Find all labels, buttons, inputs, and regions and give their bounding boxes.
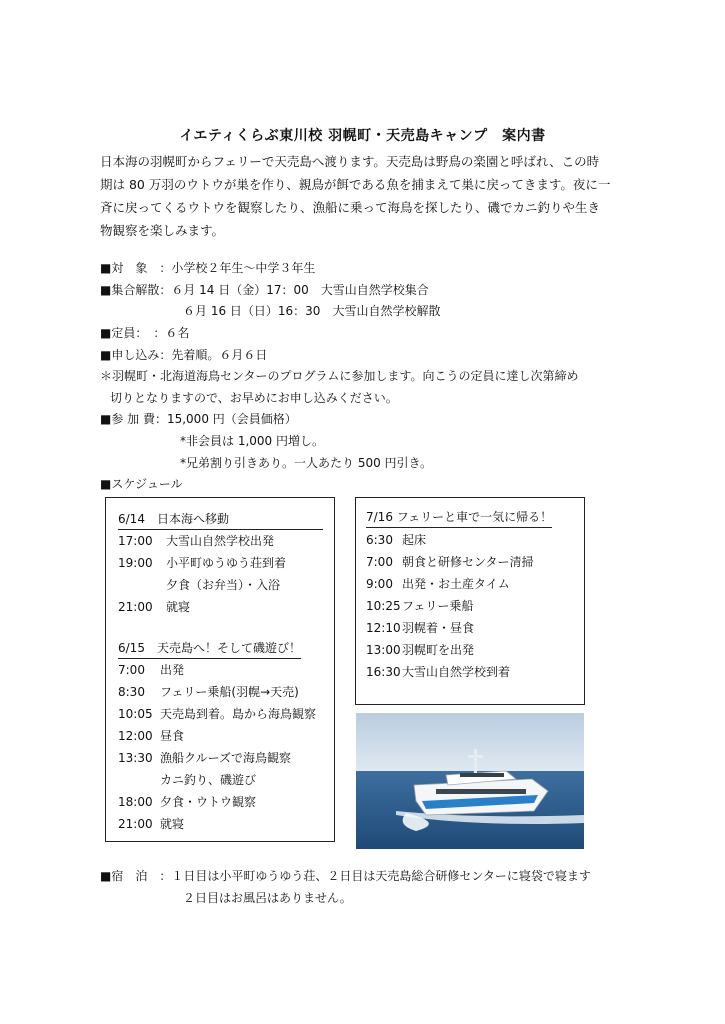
- schedule-box-day3: [355, 497, 585, 705]
- capacity-line: ■定員： ：６名: [100, 326, 190, 340]
- schedule-time: 12:10: [366, 621, 401, 635]
- schedule-text: カニ釣り、磯遊び: [160, 773, 257, 787]
- schedule-time: 6:30: [366, 533, 393, 547]
- lodging-note: ２日目はお風呂はありません。: [183, 891, 352, 905]
- schedule-row: [366, 531, 426, 548]
- schedule-text: 天売島到着。島から海鳥観察: [160, 707, 317, 721]
- intro-paragraph: [100, 150, 630, 242]
- schedule-text: 夕食（お弁当）・入浴: [166, 578, 281, 592]
- schedule-row: [366, 619, 474, 636]
- schedule-time: 18:00: [118, 795, 153, 809]
- schedule-row: [366, 663, 510, 680]
- schedule-text: 小平町ゆうゆう荘到着: [166, 556, 287, 570]
- schedule-text: 起床: [402, 533, 427, 547]
- intro-line: 斉に戻ってくるウトウを観察したり、漁船に乗って海鳥を探したり、磯でカニ釣りや生き: [100, 200, 601, 215]
- schedule-row: [118, 771, 256, 788]
- schedule-time: 10:05: [118, 707, 153, 721]
- day2-heading: 6/15 天売島へ！そして磯遊び！: [118, 639, 301, 659]
- schedule-row: [118, 532, 274, 549]
- ferry-photo: [356, 713, 584, 849]
- schedule-time: 21:00: [118, 817, 153, 831]
- schedule-row: [118, 576, 280, 593]
- schedule-time: 12:00: [118, 729, 153, 743]
- schedule-text: 朝食と研修センター清掃: [402, 555, 534, 569]
- schedule-time: 19:00: [118, 556, 153, 570]
- schedule-text: 就寝: [160, 817, 185, 831]
- schedule-time: 21:00: [118, 600, 153, 614]
- intro-line: 日本海の羽幌町からフェリーで天売島へ渡ります。天売島は野鳥の楽園と呼ばれ、この時: [100, 154, 600, 169]
- schedule-time: 7:00: [118, 663, 145, 677]
- sky: [356, 713, 584, 771]
- ferry-mast: [474, 749, 477, 773]
- schedule-text: 出発: [160, 663, 185, 677]
- schedule-label: ■スケジュール: [100, 477, 183, 491]
- schedule-text: 羽幌着・昼食: [402, 621, 475, 635]
- schedule-row: [118, 598, 190, 615]
- schedule-row: [366, 553, 534, 570]
- schedule-text: 出発・お土産タイム: [402, 577, 510, 591]
- schedule-time: 16:30: [366, 665, 401, 679]
- schedule-text: 夕食・ウトウ観察: [160, 795, 257, 809]
- schedule-box-day1-day2: [105, 497, 335, 842]
- schedule-text: フェリー乗船(羽幌→天売): [160, 685, 299, 699]
- schedule-time: 9:00: [366, 577, 393, 591]
- intro-line: 物観察を楽しみます。: [100, 223, 225, 238]
- schedule-time: 10:25: [366, 599, 401, 613]
- day1-heading: 6/14 日本海へ移動: [118, 510, 323, 530]
- schedule-text: フェリー乗船: [402, 599, 474, 613]
- schedule-row: [366, 575, 510, 592]
- target-line: ■対 象 ：小学校２年生～中学３年生: [100, 261, 316, 275]
- note-line: ＊羽幌町・北海道海鳥センターのプログラムに参加します。向こうの定員に達し次第締め: [100, 369, 579, 383]
- schedule-text: 就寝: [166, 600, 191, 614]
- day3-heading: 7/16 フェリーと車で一気に帰る！: [366, 508, 552, 528]
- schedule-time: 8:30: [118, 685, 145, 699]
- schedule-text: 大雪山自然学校出発: [166, 534, 275, 548]
- schedule-time: 17:00: [118, 534, 153, 548]
- schedule-time: 7:00: [366, 555, 393, 569]
- intro-line: 期は 80 万羽のウトウが巣を作り、親鳥が餌である魚を捕まえて巣に戻ってきます。夜に一: [100, 177, 611, 192]
- schedule-time: 13:30: [118, 751, 153, 765]
- schedule-row: [118, 815, 184, 832]
- schedule-row: [118, 683, 299, 700]
- schedule-text: 昼食: [160, 729, 185, 743]
- gather-line: ■集合解散：６月 14 日（金）17：00 大雪山自然学校集合: [100, 283, 429, 297]
- apply-line: ■申し込み：先着順。６月６日: [100, 348, 268, 362]
- note-line: 切りとなりますので、お早めにお申し込みください。: [110, 391, 398, 405]
- schedule-row: [118, 661, 184, 678]
- schedule-time: 13:00: [366, 643, 401, 657]
- schedule-text: 漁船クルーズで海鳥観察: [160, 751, 292, 765]
- schedule-row: [118, 727, 184, 744]
- ferry-bridge-windows: [460, 773, 504, 777]
- schedule-row: [366, 641, 474, 658]
- fee-line: ■参 加 費：15,000 円（会員価格）: [100, 412, 297, 426]
- fee-note: *兄弟割り引きあり。一人あたり 500 円引き。: [180, 456, 433, 470]
- schedule-row: [118, 749, 291, 766]
- schedule-text: 羽幌町を出発: [402, 643, 475, 657]
- schedule-row: [118, 705, 316, 722]
- ferry-mast: [468, 755, 483, 758]
- schedule-row: [118, 554, 286, 571]
- ferry-photo-icon: [356, 713, 584, 849]
- lodging-line: ■宿 泊 ：１日目は小平町ゆうゆう荘、２日目は天売島総合研修センターに寝袋で寝ます: [100, 869, 591, 883]
- page-title: イエティくらぶ東川校 羽幌町・天売島キャンプ 案内書: [179, 128, 546, 144]
- dismiss-line: ６月 16 日（日）16：30 大雪山自然学校解散: [183, 304, 441, 318]
- ferry-windows: [436, 789, 526, 794]
- schedule-text: 大雪山自然学校到着: [402, 665, 511, 679]
- schedule-row: [366, 597, 473, 614]
- fee-note: *非会員は 1,000 円増し。: [180, 434, 324, 448]
- schedule-row: [118, 793, 256, 810]
